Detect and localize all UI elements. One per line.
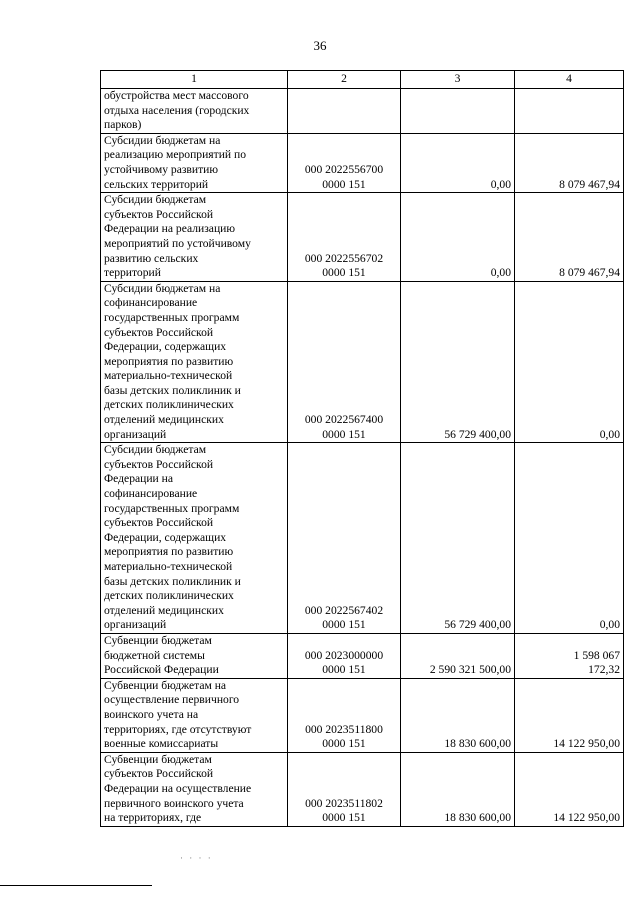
revenue-name-cell: Субсидии бюджетам субъектов Российской Федерации на софинансирование государственных программ субъектов Российской Федерации, содержащих мероприятия по развитию материально-технической базы детских поликлиник и детских поликлинических отделений медицинских организаций (101, 443, 288, 634)
revenue-name-cell: Субвенции бюджетам субъектов Российской Федерации на осуществление первичного воинского учета на территориях, где (101, 752, 288, 826)
column-header-3: 3 (401, 71, 515, 89)
revenue-name-cell: Субсидии бюджетам на реализацию мероприятий по устойчивому развитию сельских территорий (101, 133, 288, 192)
amount-col4-cell: 14 122 950,00 (515, 752, 624, 826)
budget-code-cell: 000 2022567400 0000 151 (288, 281, 401, 443)
scan-artifact: · · · · (180, 853, 213, 863)
table-row (101, 752, 624, 826)
budget-code-cell: 000 2022556702 0000 151 (288, 193, 401, 282)
budget-code-cell: 000 2022556700 0000 151 (288, 133, 401, 192)
table-row (101, 281, 624, 443)
column-header-1: 1 (101, 71, 288, 89)
table-header-row (101, 71, 624, 89)
amount-col3-cell (401, 89, 515, 134)
table-row (101, 89, 624, 134)
amount-col4-cell: 0,00 (515, 281, 624, 443)
amount-col3-cell: 56 729 400,00 (401, 443, 515, 634)
amount-col4-cell (515, 89, 624, 134)
budget-revenue-table (100, 70, 624, 827)
budget-code-cell: 000 2023000000 0000 151 (288, 633, 401, 678)
table-row (101, 633, 624, 678)
amount-col3-cell: 56 729 400,00 (401, 281, 515, 443)
table-row (101, 193, 624, 282)
table-row (101, 443, 624, 634)
amount-col3-cell: 18 830 600,00 (401, 678, 515, 752)
amount-col3-cell: 18 830 600,00 (401, 752, 515, 826)
amount-col4-cell: 8 079 467,94 (515, 133, 624, 192)
column-header-2: 2 (288, 71, 401, 89)
footer-rule (0, 885, 152, 886)
amount-col3-cell: 0,00 (401, 133, 515, 192)
amount-col4-cell: 1 598 067 172,32 (515, 633, 624, 678)
table-row (101, 133, 624, 192)
amount-col4-cell: 8 079 467,94 (515, 193, 624, 282)
revenue-name-cell: Субсидии бюджетам на софинансирование государственных программ субъектов Российской Федерации, содержащих мероприятия по развитию материально-технической базы детских поликлиник и детских поликлинических отделений медицинских организаций (101, 281, 288, 443)
budget-code-cell: 000 2022567402 0000 151 (288, 443, 401, 634)
revenue-name-cell: Субсидии бюджетам субъектов Российской Федерации на реализацию мероприятий по устойчивому развитию сельских территорий (101, 193, 288, 282)
table-row (101, 678, 624, 752)
column-header-4: 4 (515, 71, 624, 89)
page-number: 36 (313, 38, 327, 53)
budget-code-cell: 000 2023511800 0000 151 (288, 678, 401, 752)
amount-col3-cell: 0,00 (401, 193, 515, 282)
revenue-name-cell: обустройства мест массового отдыха населения (городских парков) (101, 89, 288, 134)
revenue-name-cell: Субвенции бюджетам на осуществление первичного воинского учета на территориях, где отсутствуют военные комиссариаты (101, 678, 288, 752)
revenue-name-cell: Субвенции бюджетам бюджетной системы Российской Федерации (101, 633, 288, 678)
budget-code-cell (288, 89, 401, 134)
amount-col4-cell: 14 122 950,00 (515, 678, 624, 752)
amount-col3-cell: 2 590 321 500,00 (401, 633, 515, 678)
budget-code-cell: 000 2023511802 0000 151 (288, 752, 401, 826)
amount-col4-cell: 0,00 (515, 443, 624, 634)
